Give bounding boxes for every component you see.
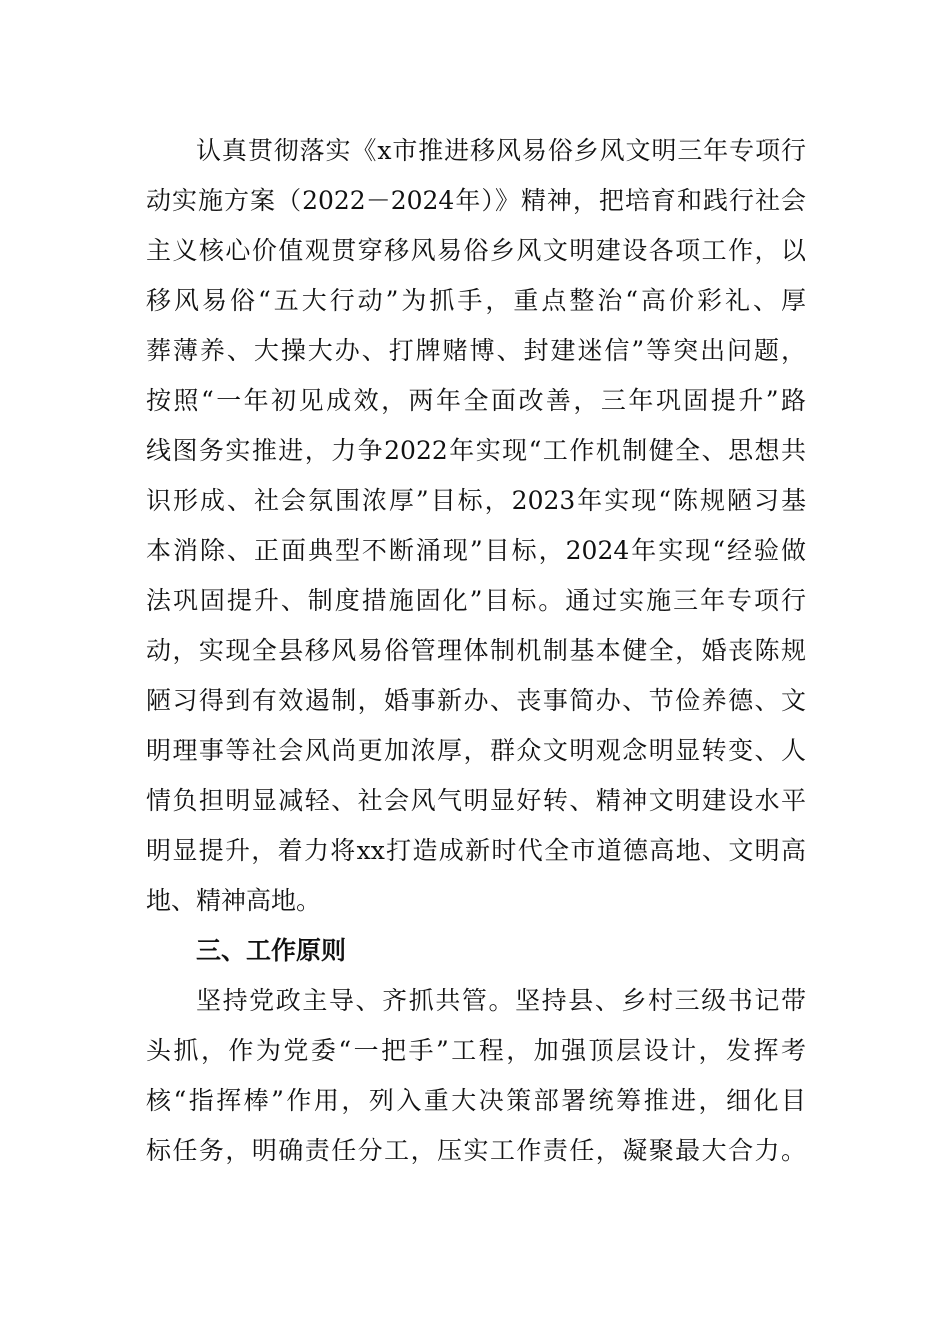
text-line: 线图务实推进，力争2022年实现“工作机制健全、思想共	[146, 436, 806, 465]
text-line: 标任务，明确责任分工，压实工作责任，凝聚最大合力。	[146, 1136, 806, 1165]
text-line: 法巩固提升、制度措施固化”目标。通过实施三年专项行	[146, 586, 806, 615]
text-line: 动，实现全县移风易俗管理体制机制基本健全，婚丧陈规	[146, 636, 806, 665]
section-heading: 三、工作原则	[196, 936, 347, 965]
text-line: 本消除、正面典型不断涌现”目标，2024年实现“经验做	[146, 536, 806, 565]
text-line: 动实施方案（2022－2024年）》精神，把培育和践行社会	[146, 186, 806, 215]
text-line: 认真贯彻落实《x市推进移风易俗乡风文明三年专项行	[196, 136, 806, 165]
text-line: 识形成、社会氛围浓厚”目标，2023年实现“陈规陋习基	[146, 486, 806, 515]
text-line: 陋习得到有效遏制，婚事新办、丧事简办、节俭养德、文	[146, 686, 806, 715]
text-line: 葬薄养、大操大办、打牌赌博、封建迷信”等突出问题，	[146, 336, 806, 365]
text-line: 情负担明显减轻、社会风气明显好转、精神文明建设水平	[146, 786, 806, 815]
text-line: 主义核心价值观贯穿移风易俗乡风文明建设各项工作，以	[146, 236, 806, 265]
text-line: 明显提升，着力将xx打造成新时代全市道德高地、文明高	[146, 836, 806, 865]
text-line: 移风易俗“五大行动”为抓手，重点整治“高价彩礼、厚	[146, 286, 806, 315]
text-line: 坚持党政主导、齐抓共管。坚持县、乡村三级书记带	[196, 986, 806, 1015]
text-line: 核“指挥棒”作用，列入重大决策部署统筹推进，细化目	[146, 1086, 806, 1115]
text-line: 按照“一年初见成效，两年全面改善，三年巩固提升”路	[146, 386, 806, 415]
text-line: 头抓，作为党委“一把手”工程，加强顶层设计，发挥考	[146, 1036, 806, 1065]
text-line: 地、精神高地。	[146, 886, 322, 915]
text-line: 明理事等社会风尚更加浓厚，群众文明观念明显转变、人	[146, 736, 806, 765]
